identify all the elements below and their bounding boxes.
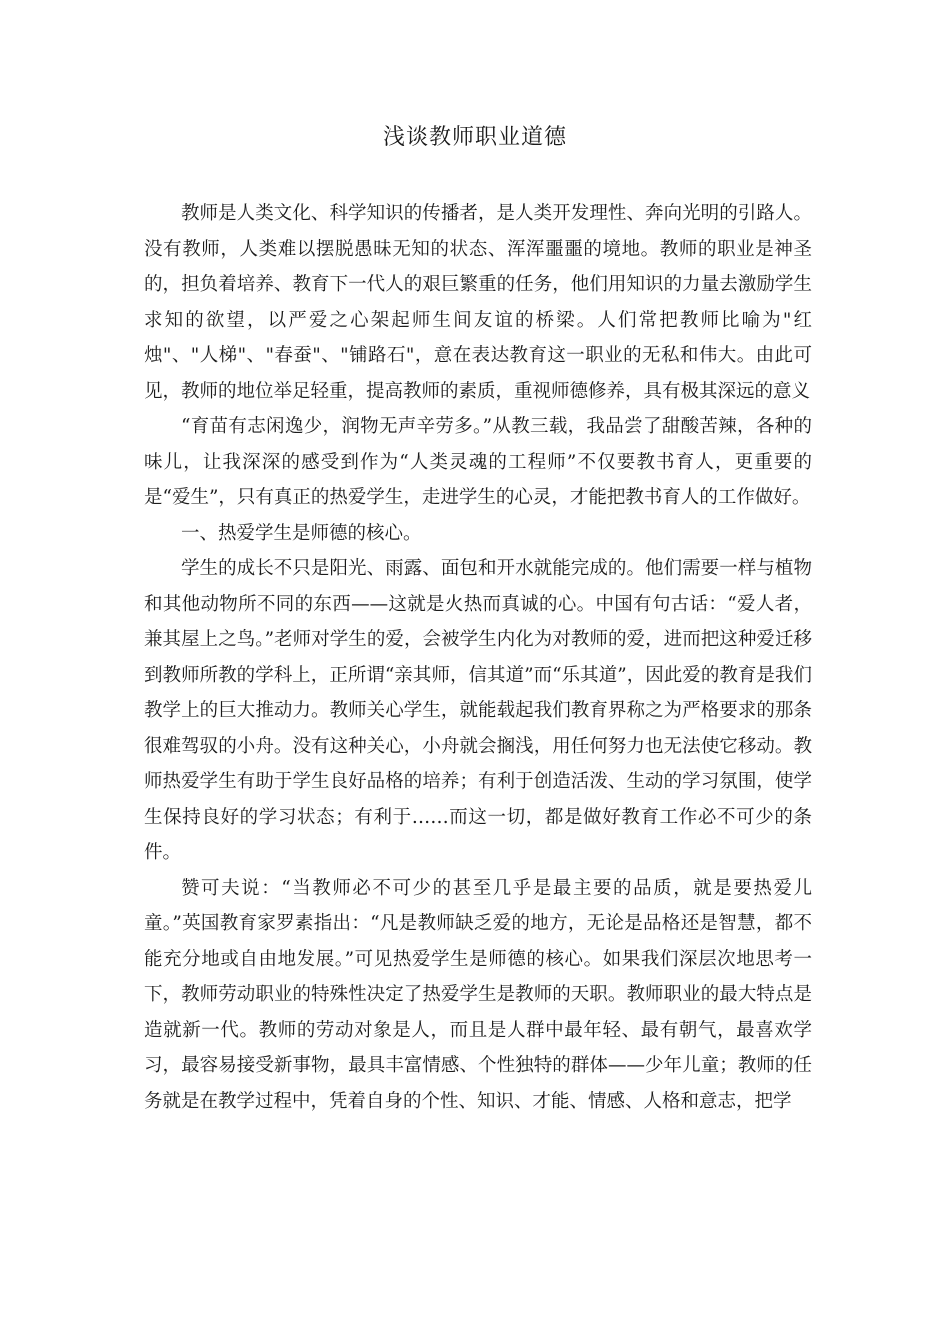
document-body — [144, 196, 812, 1119]
section-heading: 一、热爱学生是师德的核心。 — [181, 522, 422, 544]
paragraph-intro: 教师是人类文化、科学知识的传播者，是人类开发理性、奔向光明的引路人。没有教师，人类难以摆脱愚昧无知的状态、浑浑噩噩的境地。教师的职业是神圣的，担负着培养、教育下一代人的艰巨繁重的任务，他们用知识的力量去激励学生求知的欲望，以严爱之心架起师生间友谊的桥梁。人们常把教师比喻为"红烛"、"人梯"、"春蚕"、"铺路石"，意在表达教育这一职业的无私和伟大。由此可见，教师的地位举足轻重，提高教师的素质，重视师德修养，具有极其深远的意义 — [144, 203, 812, 402]
document-title: 浅谈教师职业道德 — [382, 125, 567, 150]
paragraph-zankov: 赞可夫说：“当教师必不可少的甚至几乎是最主要的品质，就是要热爱儿童。”英国教育家罗素指出：“凡是教师缺乏爱的地方，无论是品格还是智慧，都不能充分地或自由地发展。”可见热爱学生是师德的核心。如果我们深层次地思考一下，教师劳动职业的特殊性决定了热爱学生是教师的天职。教师职业的最大特点是造就新一代。教师的劳动对象是人，而且是人群中最年轻、最有朝气，最喜欢学习，最容易接受新事物，最具丰富情感、个性独特的群体——少年儿童；教师的任务就是在教学过程中，凭着自身的个性、知识、才能、情感、人格和意志，把学 — [144, 877, 812, 1112]
paragraph-quote: “育苗有志闲逸少，润物无声辛劳多。”从教三载，我品尝了甜酸苦辣，各种的味儿，让我深深的感受到作为“人类灵魂的工程师”不仅要教书育人，更重要的是“爱生”，只有真正的热爱学生，走进学生的心灵，才能把教书育人的工作做好。 — [144, 416, 812, 508]
paragraph-love-students: 学生的成长不只是阳光、雨露、面包和开水就能完成的。他们需要一样与植物和其他动物所不同的东西——这就是火热而真诚的心。中国有句古话：“爱人者，兼其屋上之鸟。”老师对学生的爱，会被学生内化为对教师的爱，进而把这种爱迁移到教师所教的学科上，正所谓“亲其师，信其道”而“乐其道”，因此爱的教育是我们教学上的巨大推动力。教师关心学生，就能载起我们教育界称之为严格要求的那条很难驾驭的小舟。没有这种关心，小舟就会搁浅，用任何努力也无法使它移动。教师热爱学生有助于学生良好品格的培养；有利于创造活泼、生动的学习氛围，使学生保持良好的学习状态；有利于……而这一切，都是做好教育工作必不可少的条件。 — [144, 558, 812, 863]
